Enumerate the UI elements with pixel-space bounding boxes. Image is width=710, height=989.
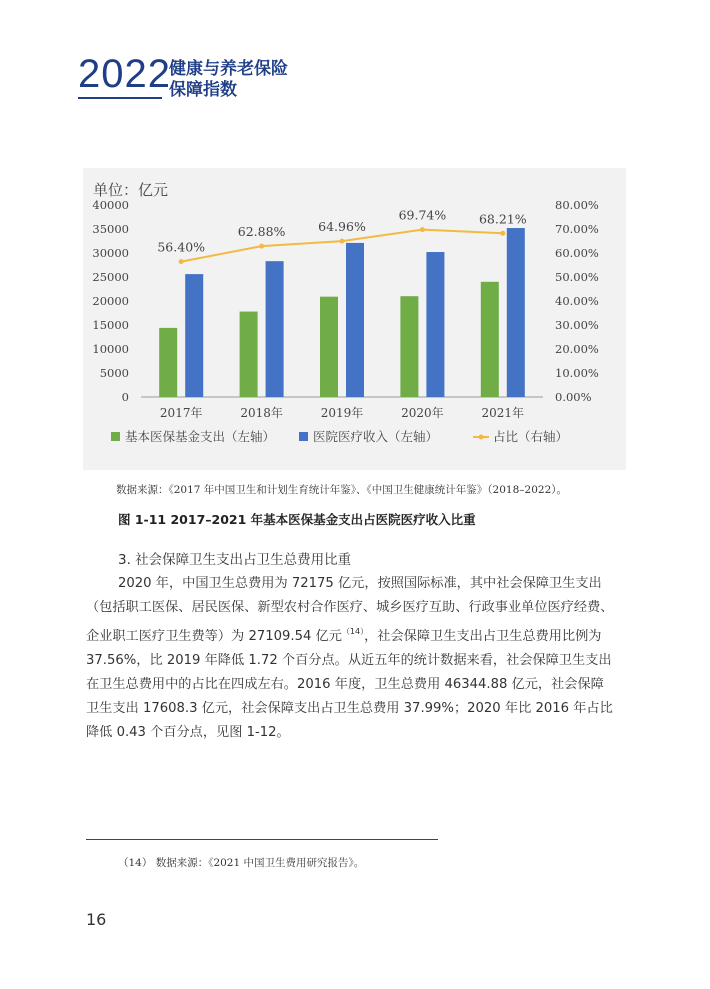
y-right-tick-label: 0.00% [555,390,592,404]
header-subtitle-line1: 健康与养老保险 [169,59,288,79]
bar-fund-4 [400,296,418,397]
paragraph-line: 在卫生总费用中的占比在四成左右。2016 年度，卫生总费用 46344.88 亿元，社会保障 [86,677,604,692]
bar-income-1 [185,274,203,397]
ratio-point-4 [420,227,425,232]
header-year: 2022 [78,52,171,96]
y-right-tick-label: 80.00% [555,198,599,212]
y-left-tick-label: 0 [121,390,129,404]
y-right-tick-label: 10.00% [555,366,599,380]
bar-fund-1 [159,328,177,397]
bar-income-5 [507,228,525,397]
paragraph-line: 37.56%，比 2019 年降低 1.72 个百分点。从近五年的统计数据来看，社会保障卫生支出 [86,653,612,668]
ratio-point-3 [340,239,345,244]
bar-income-4 [426,252,444,397]
y-right-tick-label: 70.00% [555,222,599,236]
legend-swatch-income [299,432,308,441]
y-left-tick-label: 40000 [92,198,129,212]
ratio-data-label: 62.88% [237,224,286,240]
header-divider [78,97,162,99]
legend-label-fund: 基本医保基金支出（左轴） [125,429,276,444]
paragraph-line: 卫生支出 17608.3 亿元，社会保障支出占卫生总费用 37.99%；2020 年比 2016 年占比 [86,701,613,716]
y-left-tick-label: 5000 [99,366,129,380]
chart-panel [83,168,626,470]
bar-fund-2 [240,312,258,397]
bar-fund-3 [320,297,338,397]
chart-unit-label: 单位：亿元 [93,181,169,199]
legend-swatch-fund [111,432,120,441]
x-tick-label: 2017年 [159,406,203,420]
y-left-tick-label: 25000 [92,270,129,284]
header-subtitle-line2: 保障指数 [169,80,237,100]
legend-label-income: 医院医疗收入（左轴） [313,429,439,444]
ratio-data-label: 69.74% [398,207,447,223]
y-left-tick-label: 35000 [92,222,129,236]
page-number: 16 [86,910,107,929]
y-left-tick-label: 20000 [92,294,129,308]
ratio-data-label: 56.40% [157,239,206,255]
paragraph-line: （包括职工医保、居民医保、新型农村合作医疗、城乡医疗互助、行政事业单位医疗经费、 [86,600,614,615]
y-right-tick-label: 30.00% [555,318,599,332]
ratio-line [181,230,503,262]
y-left-tick-label: 30000 [92,246,129,260]
bar-fund-5 [481,282,499,397]
legend-label-ratio: 占比（右轴） [493,429,569,444]
y-right-tick-label: 50.00% [555,270,599,284]
paragraph-line: 2020 年，中国卫生总费用为 72175 亿元，按照国际标准，其中社会保障卫生支出 [118,576,602,591]
legend-marker-ratio [479,435,484,440]
paragraph-text: ，社会保障卫生支出占卫生总费用比例为 [364,629,602,644]
paragraph-line [86,620,626,649]
bar-income-3 [346,243,364,397]
bar-income-2 [266,261,284,397]
page-header [78,52,378,102]
ratio-data-label: 68.21% [478,211,527,227]
y-right-tick-label: 20.00% [555,342,599,356]
x-tick-label: 2019年 [320,406,364,420]
ratio-data-label: 64.96% [318,219,366,235]
section-title: 3. 社会保障卫生支出占卫生总费用比重 [118,552,352,568]
combo-chart [83,168,626,470]
ratio-point-1 [179,259,184,264]
y-left-tick-label: 15000 [92,318,129,332]
ratio-point-5 [500,231,505,236]
ratio-point-2 [259,244,264,249]
x-tick-label: 2021年 [481,406,525,420]
paragraph-text: 企业职工医疗卫生费等）为 27109.54 亿元 [86,629,342,644]
y-right-tick-label: 60.00% [555,246,599,260]
figure-caption: 图 1-11 2017–2021 年基本医保基金支出占医院医疗收入比重 [118,512,476,527]
x-tick-label: 2018年 [240,406,283,420]
footnote-divider [86,839,438,840]
y-right-tick-label: 40.00% [555,294,599,308]
chart-source-note: 数据来源：《2017 年中国卫生和计划生育统计年鉴》、《中国卫生健康统计年鉴》（2018–2022）。 [116,484,568,496]
body-paragraph [86,572,626,745]
footnote-reference: （14） [341,627,365,636]
paragraph-line: 降低 0.43 个百分点，见图 1-12。 [86,725,290,740]
footnote: （14） 数据来源：《2021 中国卫生费用研究报告》。 [118,857,365,869]
x-tick-label: 2020年 [401,406,444,420]
y-left-tick-label: 10000 [92,342,129,356]
